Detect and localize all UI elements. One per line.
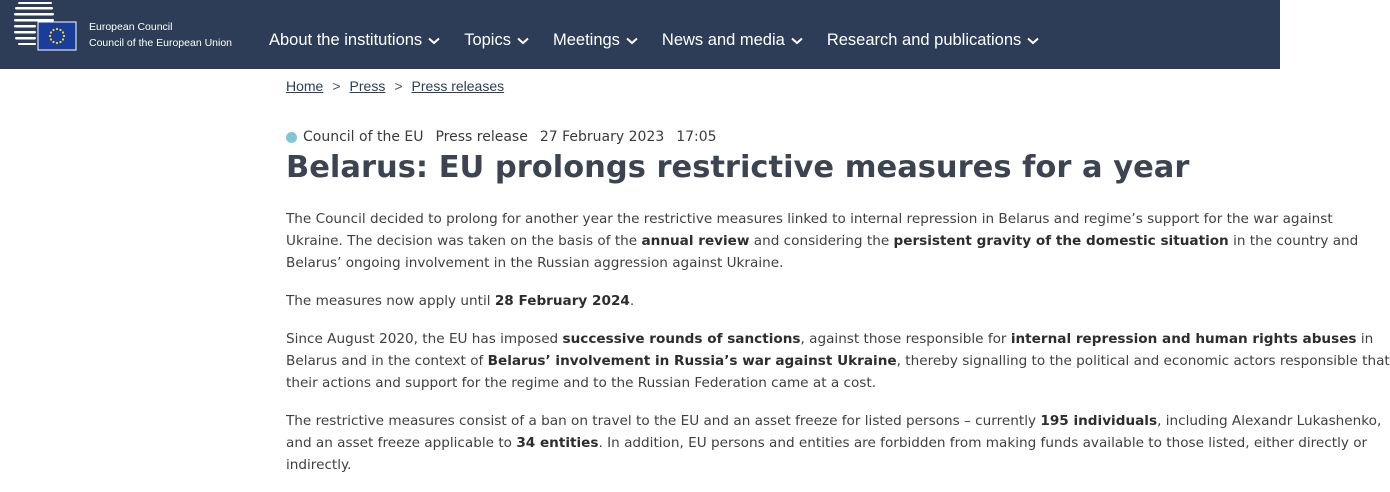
text: and an asset freeze applicable to (286, 435, 517, 451)
main-nav (269, 31, 1063, 50)
breadcrumb-separator: > (332, 78, 341, 94)
text: . In addition, EU persons and entities are forbidden from making funds available to those listed, either directly or (598, 435, 1368, 451)
text: Ukraine. The decision was taken on the basis of the (286, 233, 642, 249)
text: The Council decided to prolong for another year the restrictive measures linked to internal repression in Belarus and regime’s support for the war against (286, 211, 1333, 227)
breadcrumb-home[interactable]: Home (286, 78, 324, 94)
bold-text: annual review (641, 233, 750, 249)
text: Since August 2020, the EU has imposed (286, 331, 563, 347)
text: Belarus’ ongoing involvement in the Russian aggression against Ukraine. (286, 255, 784, 271)
text: The measures now apply until (286, 293, 495, 309)
meta-date: 27 February 2023 (539, 129, 665, 145)
article-body (286, 208, 1390, 492)
text: their actions and support for the regime and to the Russian Federation came at a cost. (286, 375, 877, 391)
nav-label: About the institutions (269, 31, 423, 49)
article-meta (286, 129, 729, 145)
brand-line-2: Council of the European Union (89, 37, 233, 49)
paragraph-3 (286, 328, 1390, 394)
page-title: Belarus: EU prolongs restrictive measures for a year (286, 150, 1190, 185)
text: and considering the (749, 233, 894, 249)
nav-meetings[interactable] (553, 31, 638, 50)
breadcrumb-press[interactable]: Press (349, 78, 386, 94)
text: , including Alexandr Lukashenko, (1157, 413, 1382, 429)
top-header (0, 0, 1280, 69)
text: The restrictive measures consist of a ban on travel to the EU and an asset freeze for listed persons – currently (286, 413, 1041, 429)
text: indirectly. (286, 457, 352, 473)
nav-news-media[interactable] (662, 31, 803, 50)
chevron-down-icon (626, 37, 638, 45)
bold-text: 195 individuals (1040, 413, 1158, 429)
breadcrumb (286, 78, 504, 94)
meta-type: Press release (435, 129, 528, 145)
nav-about-institutions[interactable] (269, 31, 440, 50)
nav-label: Meetings (552, 31, 620, 49)
bold-text: 34 entities (516, 435, 599, 451)
nav-label: Research and publications (826, 31, 1022, 49)
bold-text: successive rounds of sanctions (562, 331, 801, 347)
nav-research-publications[interactable] (827, 31, 1039, 50)
chevron-down-icon (1027, 37, 1039, 45)
brand-line-1: European Council (89, 21, 173, 33)
nav-label: Topics (464, 31, 511, 49)
chevron-down-icon (517, 37, 529, 45)
meta-time: 17:05 (676, 129, 717, 145)
bold-text: persistent gravity of the domestic situation (893, 233, 1229, 249)
breadcrumb-separator: > (394, 78, 403, 94)
source-dot-icon (286, 132, 297, 143)
bold-text: internal repression and human rights abuses (1010, 331, 1357, 347)
text: , against those responsible for (800, 331, 1011, 347)
paragraph-2 (286, 290, 1286, 312)
text: in (1356, 331, 1374, 347)
nav-label: News and media (661, 31, 785, 49)
text: in the country and (1228, 233, 1359, 249)
text: , thereby signalling to the political and economic actors responsible that (896, 353, 1390, 369)
bold-text: 28 February 2024 (494, 293, 630, 309)
text: . (629, 293, 635, 309)
brand-text[interactable] (89, 19, 232, 51)
chevron-down-icon (791, 37, 803, 45)
chevron-down-icon (428, 37, 440, 45)
nav-topics[interactable] (464, 31, 529, 50)
paragraph-1 (286, 208, 1359, 274)
bold-text: Belarus’ involvement in Russia’s war against Ukraine (487, 353, 897, 369)
council-logo[interactable] (14, 0, 78, 56)
breadcrumb-press-releases[interactable]: Press releases (411, 78, 505, 94)
text: Belarus and in the context of (286, 353, 488, 369)
paragraph-4 (286, 410, 1382, 476)
meta-source: Council of the EU (303, 129, 424, 145)
